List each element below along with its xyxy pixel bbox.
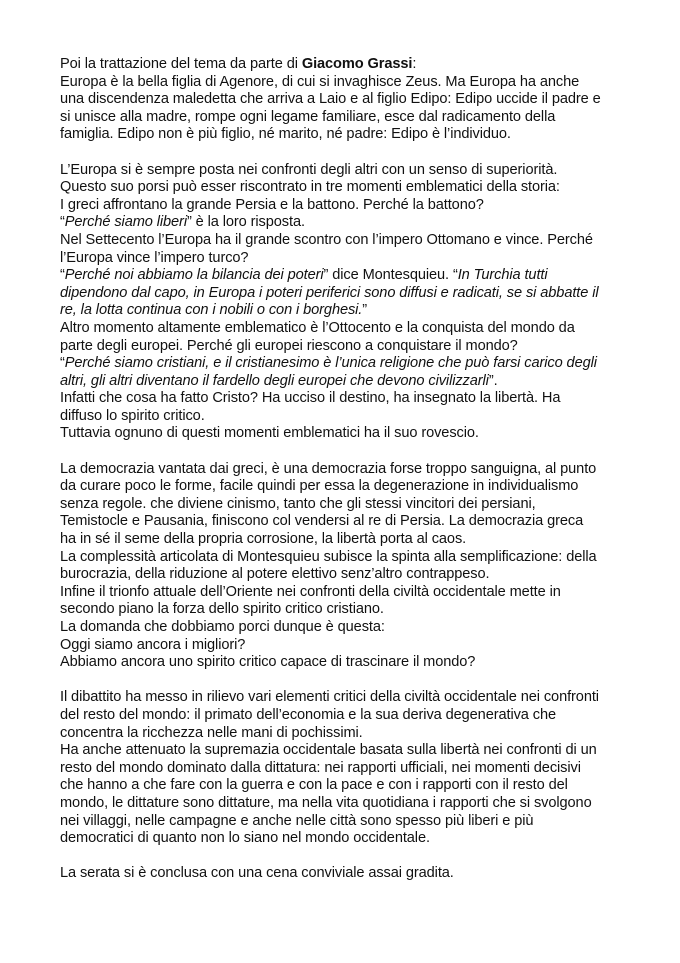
text-line: Tuttavia ognuno di questi momenti emblematici ha il suo rovescio. <box>60 425 479 442</box>
text-line: La complessità articolata di Montesquieu subisce la spinta alla semplificazione: della <box>60 548 597 565</box>
text-line: una discendenza maledetta che arriva a Laio e al figlio Edipo: Edipo uccide il padre e <box>60 91 601 108</box>
text-line: del resto del mondo: il primato dell’economia e la sua deriva degenerativa che <box>60 706 556 723</box>
text-line: Infine il trionfo attuale dell’Oriente nei confronti della civiltà occidentale mette in <box>60 583 561 600</box>
quote-montesquieu <box>60 267 636 285</box>
paragraph-superiority <box>60 162 636 444</box>
text-line: Altro momento altamente emblematico è l’Ottocento e la conquista del mondo da <box>60 319 575 336</box>
text-line: Nel Settecento l’Europa ha il grande scontro con l’impero Ottomano e vince. Perché <box>60 231 593 248</box>
text-line: si unisce alla madre, rompe ogni legame familiare, esce dal radicamento della <box>60 108 556 125</box>
quote-mark: “ <box>60 355 65 372</box>
quote-greeks <box>60 214 636 232</box>
text-line: Il dibattito ha messo in rilievo vari elementi critici della civiltà occidentale nei confronti <box>60 689 599 706</box>
text-line: senza regole. che diviene cinismo, tanto che gli stessi vincitori dei persiani, <box>60 495 536 512</box>
quote-italic: Perché siamo liberi <box>64 214 187 231</box>
closing-line: La serata si è conclusa con una cena conviviale assai gradita. <box>60 865 454 882</box>
text-line: l’Europa vince l’impero turco? <box>60 249 249 266</box>
quote-rest: ” è la loro risposta. <box>186 214 305 231</box>
text-line: ha in sé il seme della propria corrosione, la libertà porta al caos. <box>60 531 467 548</box>
quote-mark: “ <box>60 214 65 231</box>
text-line: Questo suo porsi può esser riscontrato in tre momenti emblematici della storia: <box>60 179 560 196</box>
text-line: da curare poco le forme, facile quindi per essa la degenerazione in individualismo <box>60 478 579 495</box>
quote-italic: re, la lotta continua con i nobili o con i borghesi. <box>60 302 363 319</box>
speaker-name: Giacomo Grassi <box>301 56 413 72</box>
text-line: resto del mondo dominato dalla dittatura: nei rapporti ufficiali, nei momenti decisivi <box>60 759 581 776</box>
quote-italic: Perché noi abbiamo la bilancia dei poteri <box>64 267 324 284</box>
text-line: secondo piano la forza dello spirito critico cristiano. <box>60 601 384 618</box>
text-line: mondo, le dittature sono dittature, ma nella vita quotidiana i rapporti che si svolgono <box>60 794 592 811</box>
quote-italic: altri, gli altri diventano il fardello degli europei che devono civilizzarli <box>60 372 489 389</box>
text-line: che hanno a che fare con la guerra e con la pace e con i rapporti con il resto del <box>60 777 568 794</box>
text-line: nei villaggi, nelle campagne e anche nelle città sono spesso più liberi e più <box>60 812 534 829</box>
text-line: La democrazia vantata dai greci, è una democrazia forse troppo sanguigna, al punto <box>60 460 597 477</box>
quote-mark: “ <box>60 267 65 284</box>
text-line: I greci affrontano la grande Persia e la battono. Perché la battono? <box>60 196 484 213</box>
paragraph-europa-myth <box>60 74 636 144</box>
text-line: Infatti che cosa ha fatto Cristo? Ha ucciso il destino, ha insegnato la libertà. Ha <box>60 390 561 407</box>
intro-line <box>60 56 636 74</box>
text-line: burocrazia, della riduzione al potere elettivo senz’altro contrappeso. <box>60 566 490 583</box>
text-line: diffuso lo spirito critico. <box>60 407 205 424</box>
text-line: parte degli europei. Perché gli europei riescono a conquistare il mondo? <box>60 337 518 354</box>
quote-italic: Perché siamo cristiani, e il cristianesimo è l’unica religione che può farsi carico degli <box>64 355 597 372</box>
quote-close: ” <box>362 302 368 319</box>
paragraph-gap <box>60 443 636 461</box>
paragraph-debate <box>60 689 636 847</box>
text-line: Temistocle e Pausania, finiscono col vendersi al re di Persia. La democrazia greca <box>60 513 584 530</box>
text-line: concentra la ricchezza nelle mani di pochissimi. <box>60 724 363 741</box>
text-line: L’Europa si è sempre posta nei confronti degli altri con un senso di superiorità. <box>60 161 558 178</box>
quote-line-end <box>60 302 636 320</box>
paragraph-gap <box>60 144 636 162</box>
quote-italic: In Turchia tutti <box>457 267 548 284</box>
text-line: Ha anche attenuato la supremazia occidentale basata sulla libertà nei confronti di un <box>60 742 597 759</box>
text-line: democratici di quanto non lo siano nel mondo occidentale. <box>60 830 430 847</box>
text-line: La domanda che dobbiamo porci dunque è questa: <box>60 619 385 635</box>
paragraph-gap <box>60 848 636 866</box>
intro-suffix: : <box>412 56 417 72</box>
quote-close: ”. <box>488 372 498 389</box>
text-line: Abbiamo ancora uno spirito critico capace di trascinare il mondo? <box>60 654 476 671</box>
quote-christians <box>60 355 636 373</box>
quote-mid: ” dice Montesquieu. “ <box>323 267 458 284</box>
text-line: Oggi siamo ancora i migliori? <box>60 636 246 653</box>
quote-line: dipendono dal capo, in Europa i poteri periferici sono diffusi e radicati, se si abbatte il <box>60 284 599 301</box>
paragraph-reversal <box>60 461 636 672</box>
quote-line-end <box>60 373 636 391</box>
text-line: famiglia. Edipo non è più figlio, né marito, né padre: Edipo è l’individuo. <box>60 126 511 143</box>
paragraph-gap <box>60 672 636 690</box>
text-line: Europa è la bella figlia di Agenore, di cui si invaghisce Zeus. Ma Europa ha anche <box>60 73 580 90</box>
intro-prefix: Poi la trattazione del tema da parte di <box>60 56 302 72</box>
